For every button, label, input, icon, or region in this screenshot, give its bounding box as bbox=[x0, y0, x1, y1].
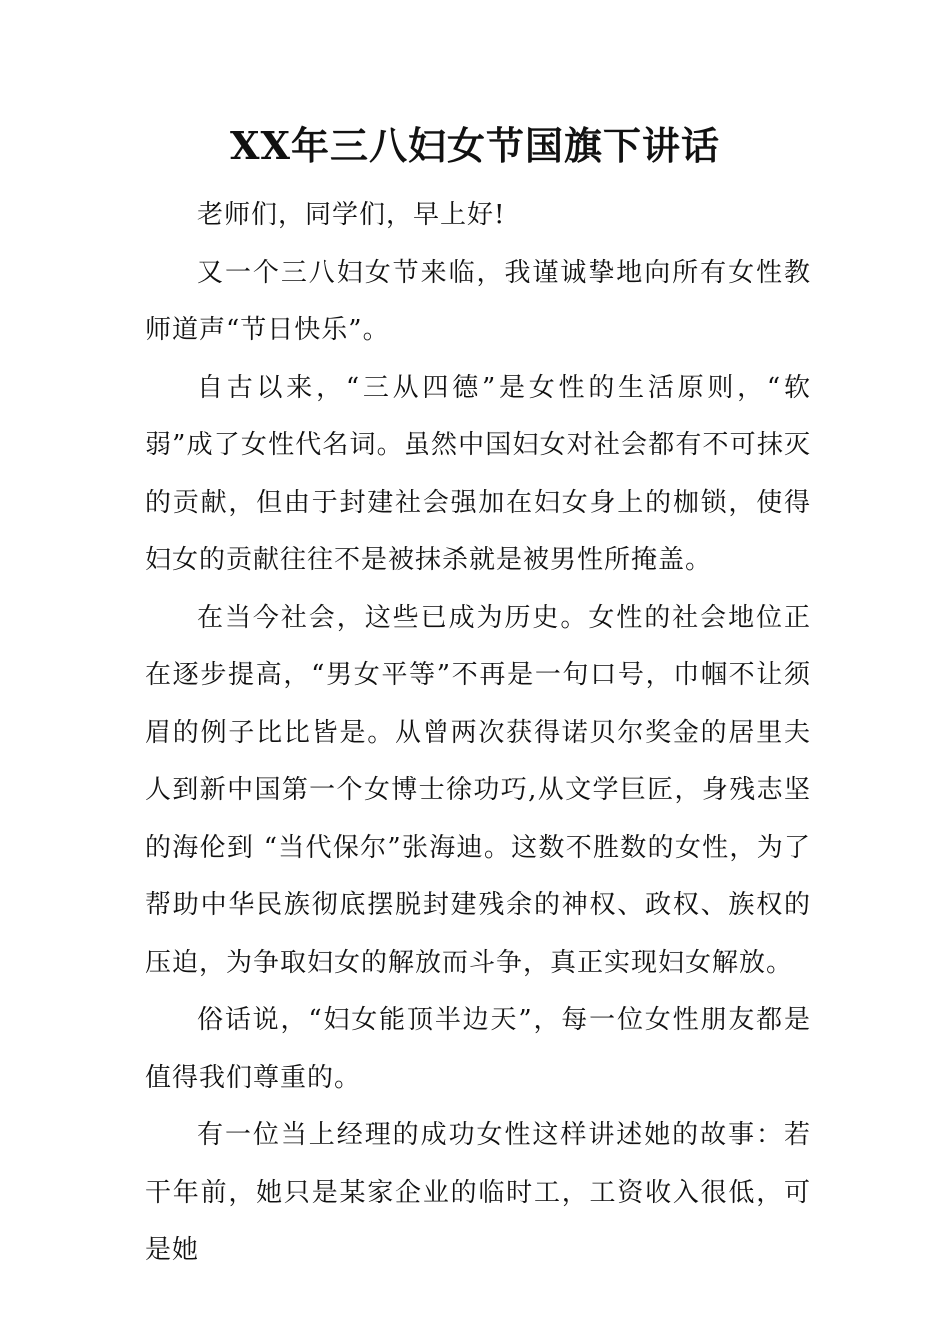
paragraph-manager-story: 有一位当上经理的成功女性这样讲述她的故事：若干年前，她只是某家企业的临时工，工资收入很低，可是她 bbox=[145, 1120, 811, 1265]
paragraph-history: 自古以来，“三从四德”是女性的生活原则，“软弱”成了女性代名词。虽然中国妇女对社会都有不可抹灭的贡献，但由于封建社会强加在妇女身上的枷锁，使得妇女的贡献往往不是被抹杀就是被男性所掩盖。 bbox=[145, 372, 811, 575]
paragraph-modern-society: 在当今社会，这些已成为历史。女性的社会地位正在逐步提高，“男女平等”不再是一句口号，巾帼不让须眉的例子比比皆是。从曾两次获得诺贝尔奖金的居里夫人到新中国第一个女博士徐功巧,从文学巨匠，身残志坚的海伦到 “当代保尔”张海迪。这数不胜数的女性，为了帮助中华民族彻底摆脱封建残余的神权、政权、族权的压迫，为争取妇女的解放而斗争，真正实现妇女解放。 bbox=[145, 602, 811, 978]
document-body bbox=[145, 187, 811, 1280]
paragraph-proverb: 俗话说，“妇女能顶半边天”，每一位女性朋友都是值得我们尊重的。 bbox=[145, 1005, 811, 1093]
document-title: XX年三八妇女节国旗下讲话 bbox=[230, 123, 720, 168]
paragraph-festival-wish: 又一个三八妇女节来临，我谨诚挚地向所有女性教师道声“节日快乐”。 bbox=[145, 257, 811, 345]
paragraph-greeting: 老师们，同学们，早上好! bbox=[197, 200, 506, 230]
